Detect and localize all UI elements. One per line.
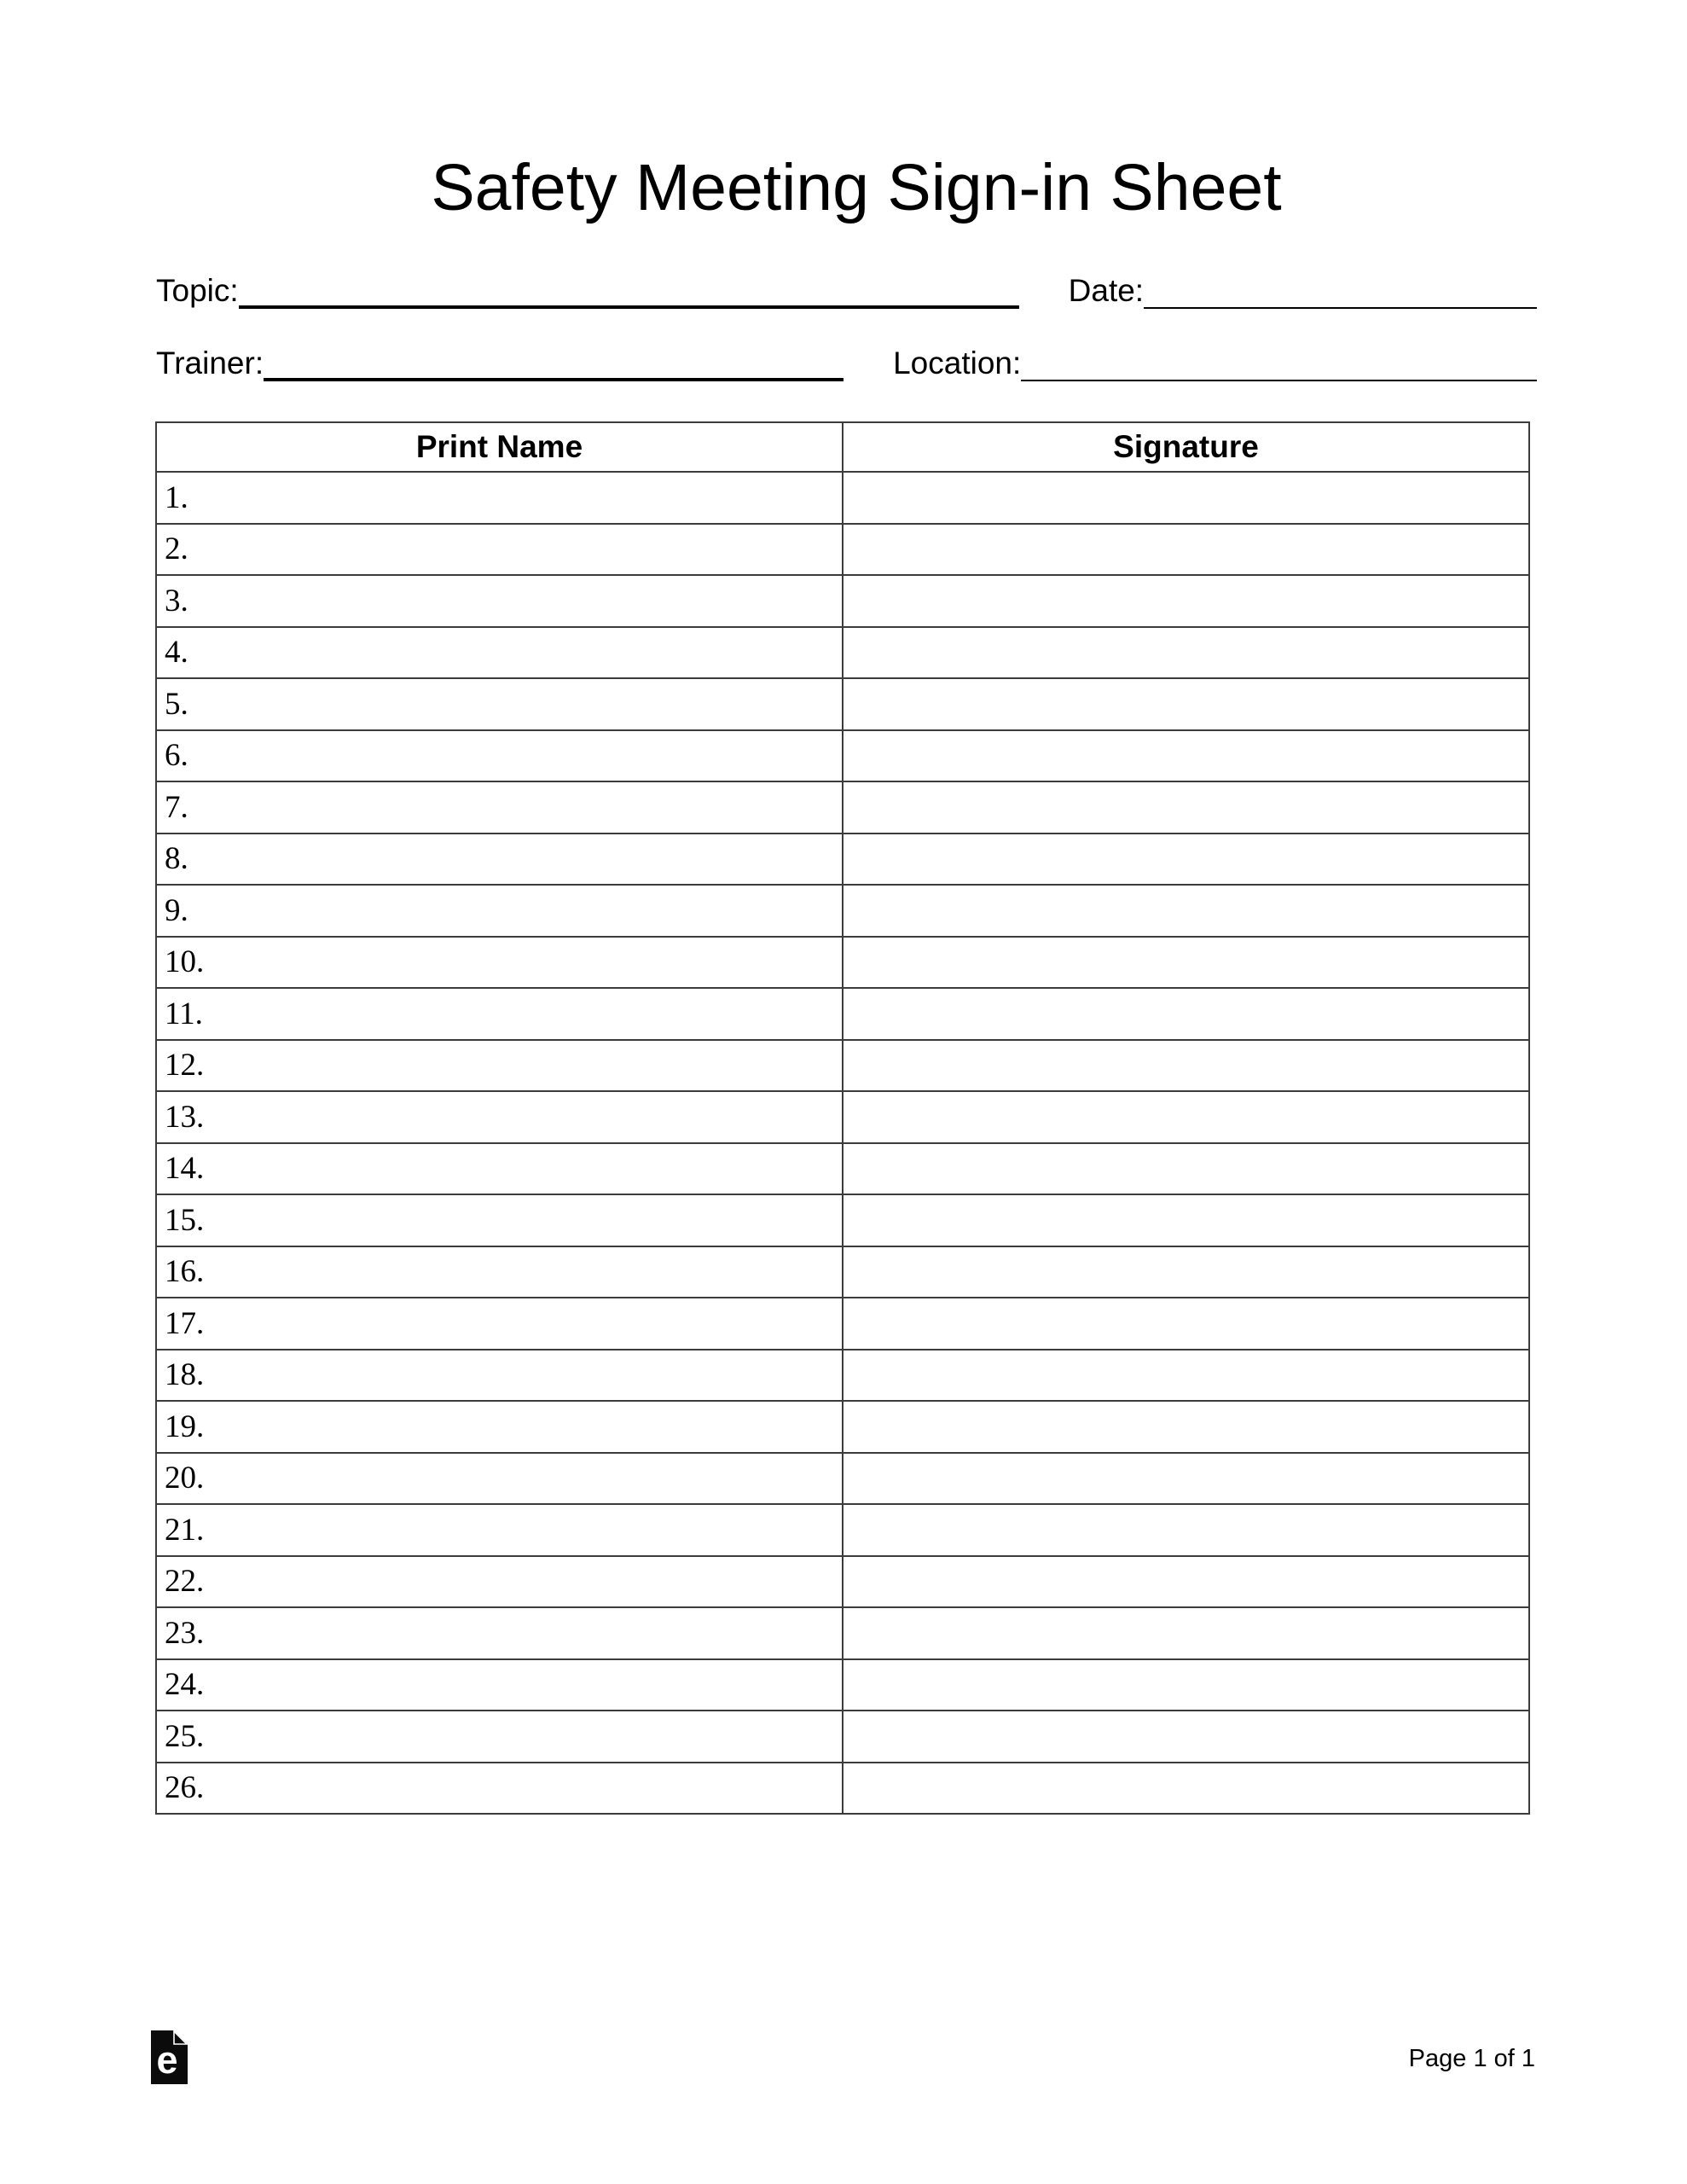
- signature-cell[interactable]: [843, 1763, 1529, 1815]
- signature-cell[interactable]: [843, 1246, 1529, 1298]
- print-name-cell[interactable]: 11.: [156, 988, 843, 1040]
- table-row: [156, 1194, 1529, 1246]
- print-name-cell[interactable]: 5.: [156, 678, 843, 730]
- table-row: [156, 1556, 1529, 1608]
- print-name-cell[interactable]: 25.: [156, 1711, 843, 1763]
- print-name-cell[interactable]: 8.: [156, 834, 843, 886]
- signature-cell[interactable]: [843, 988, 1529, 1040]
- table-row: [156, 1711, 1529, 1763]
- location-input-line[interactable]: [1021, 340, 1537, 381]
- print-name-cell[interactable]: 26.: [156, 1763, 843, 1815]
- print-name-cell[interactable]: 14.: [156, 1143, 843, 1195]
- location-label: Location:: [893, 346, 1022, 380]
- table-row: [156, 627, 1529, 679]
- signature-cell[interactable]: [843, 781, 1529, 834]
- table-row: [156, 988, 1529, 1040]
- signature-cell[interactable]: [843, 1401, 1529, 1453]
- signature-cell[interactable]: [843, 730, 1529, 782]
- table-header-row: [156, 422, 1529, 472]
- page-title: Safety Meeting Sign-in Sheet: [431, 151, 1282, 224]
- print-name-cell[interactable]: 2.: [156, 524, 843, 576]
- eforms-logo-icon: [151, 2030, 188, 2084]
- print-name-cell[interactable]: 10.: [156, 937, 843, 989]
- date-label: Date:: [1068, 273, 1145, 308]
- signature-cell[interactable]: [843, 524, 1529, 576]
- print-name-cell[interactable]: 3.: [156, 575, 843, 627]
- signature-cell[interactable]: [843, 627, 1529, 679]
- table-row: [156, 1091, 1529, 1143]
- table-row: [156, 1350, 1529, 1402]
- trainer-label: Trainer:: [156, 346, 264, 380]
- topic-date-row: [156, 268, 1537, 309]
- signature-cell[interactable]: [843, 1711, 1529, 1763]
- trainer-location-row: [156, 340, 1537, 381]
- table-row: [156, 575, 1529, 627]
- logo-letter: e: [156, 2038, 178, 2082]
- print-name-cell[interactable]: 18.: [156, 1350, 843, 1402]
- signature-cell[interactable]: [843, 1350, 1529, 1402]
- print-name-cell[interactable]: 23.: [156, 1607, 843, 1659]
- signature-cell[interactable]: [843, 1453, 1529, 1505]
- table-row: [156, 730, 1529, 782]
- print-name-cell[interactable]: 17.: [156, 1298, 843, 1350]
- signature-cell[interactable]: [843, 575, 1529, 627]
- print-name-cell[interactable]: 16.: [156, 1246, 843, 1298]
- signature-cell[interactable]: [843, 1659, 1529, 1711]
- table-row: [156, 1040, 1529, 1092]
- table-row: [156, 524, 1529, 576]
- print-name-cell[interactable]: 7.: [156, 781, 843, 834]
- signature-cell[interactable]: [843, 1607, 1529, 1659]
- print-name-cell[interactable]: 21.: [156, 1504, 843, 1556]
- table-row: [156, 1401, 1529, 1453]
- table-row: [156, 1246, 1529, 1298]
- signature-cell[interactable]: [843, 1556, 1529, 1608]
- column-header-print-name: Print Name: [156, 422, 843, 472]
- table-row: [156, 1763, 1529, 1815]
- signature-cell[interactable]: [843, 834, 1529, 886]
- table-row: [156, 1453, 1529, 1505]
- sign-in-rows: [156, 472, 1529, 1814]
- print-name-cell[interactable]: 15.: [156, 1194, 843, 1246]
- signature-cell[interactable]: [843, 1298, 1529, 1350]
- print-name-cell[interactable]: 6.: [156, 730, 843, 782]
- table-row: [156, 1659, 1529, 1711]
- signature-cell[interactable]: [843, 1504, 1529, 1556]
- signature-cell[interactable]: [843, 1040, 1529, 1092]
- table-row: [156, 1143, 1529, 1195]
- table-row: [156, 1298, 1529, 1350]
- print-name-cell[interactable]: 1.: [156, 472, 843, 524]
- topic-label: Topic:: [156, 273, 239, 308]
- topic-input-line[interactable]: [239, 268, 1019, 309]
- sign-in-table: [155, 421, 1530, 1815]
- print-name-cell[interactable]: 13.: [156, 1091, 843, 1143]
- signature-cell[interactable]: [843, 678, 1529, 730]
- print-name-cell[interactable]: 20.: [156, 1453, 843, 1505]
- signature-cell[interactable]: [843, 1091, 1529, 1143]
- column-header-signature: Signature: [843, 422, 1529, 472]
- table-row: [156, 678, 1529, 730]
- signature-cell[interactable]: [843, 1143, 1529, 1195]
- signature-cell[interactable]: [843, 937, 1529, 989]
- table-row: [156, 1504, 1529, 1556]
- print-name-cell[interactable]: 24.: [156, 1659, 843, 1711]
- print-name-cell[interactable]: 9.: [156, 885, 843, 937]
- signature-cell[interactable]: [843, 472, 1529, 524]
- signature-cell[interactable]: [843, 1194, 1529, 1246]
- trainer-input-line[interactable]: [264, 340, 844, 381]
- table-row: [156, 472, 1529, 524]
- table-row: [156, 885, 1529, 937]
- table-row: [156, 937, 1529, 989]
- print-name-cell[interactable]: 19.: [156, 1401, 843, 1453]
- print-name-cell[interactable]: 4.: [156, 627, 843, 679]
- print-name-cell[interactable]: 12.: [156, 1040, 843, 1092]
- signature-cell[interactable]: [843, 885, 1529, 937]
- page-number-label: Page 1 of 1: [1408, 2045, 1535, 2072]
- print-name-cell[interactable]: 22.: [156, 1556, 843, 1608]
- table-row: [156, 834, 1529, 886]
- table-row: [156, 781, 1529, 834]
- table-row: [156, 1607, 1529, 1659]
- date-input-line[interactable]: [1144, 268, 1537, 309]
